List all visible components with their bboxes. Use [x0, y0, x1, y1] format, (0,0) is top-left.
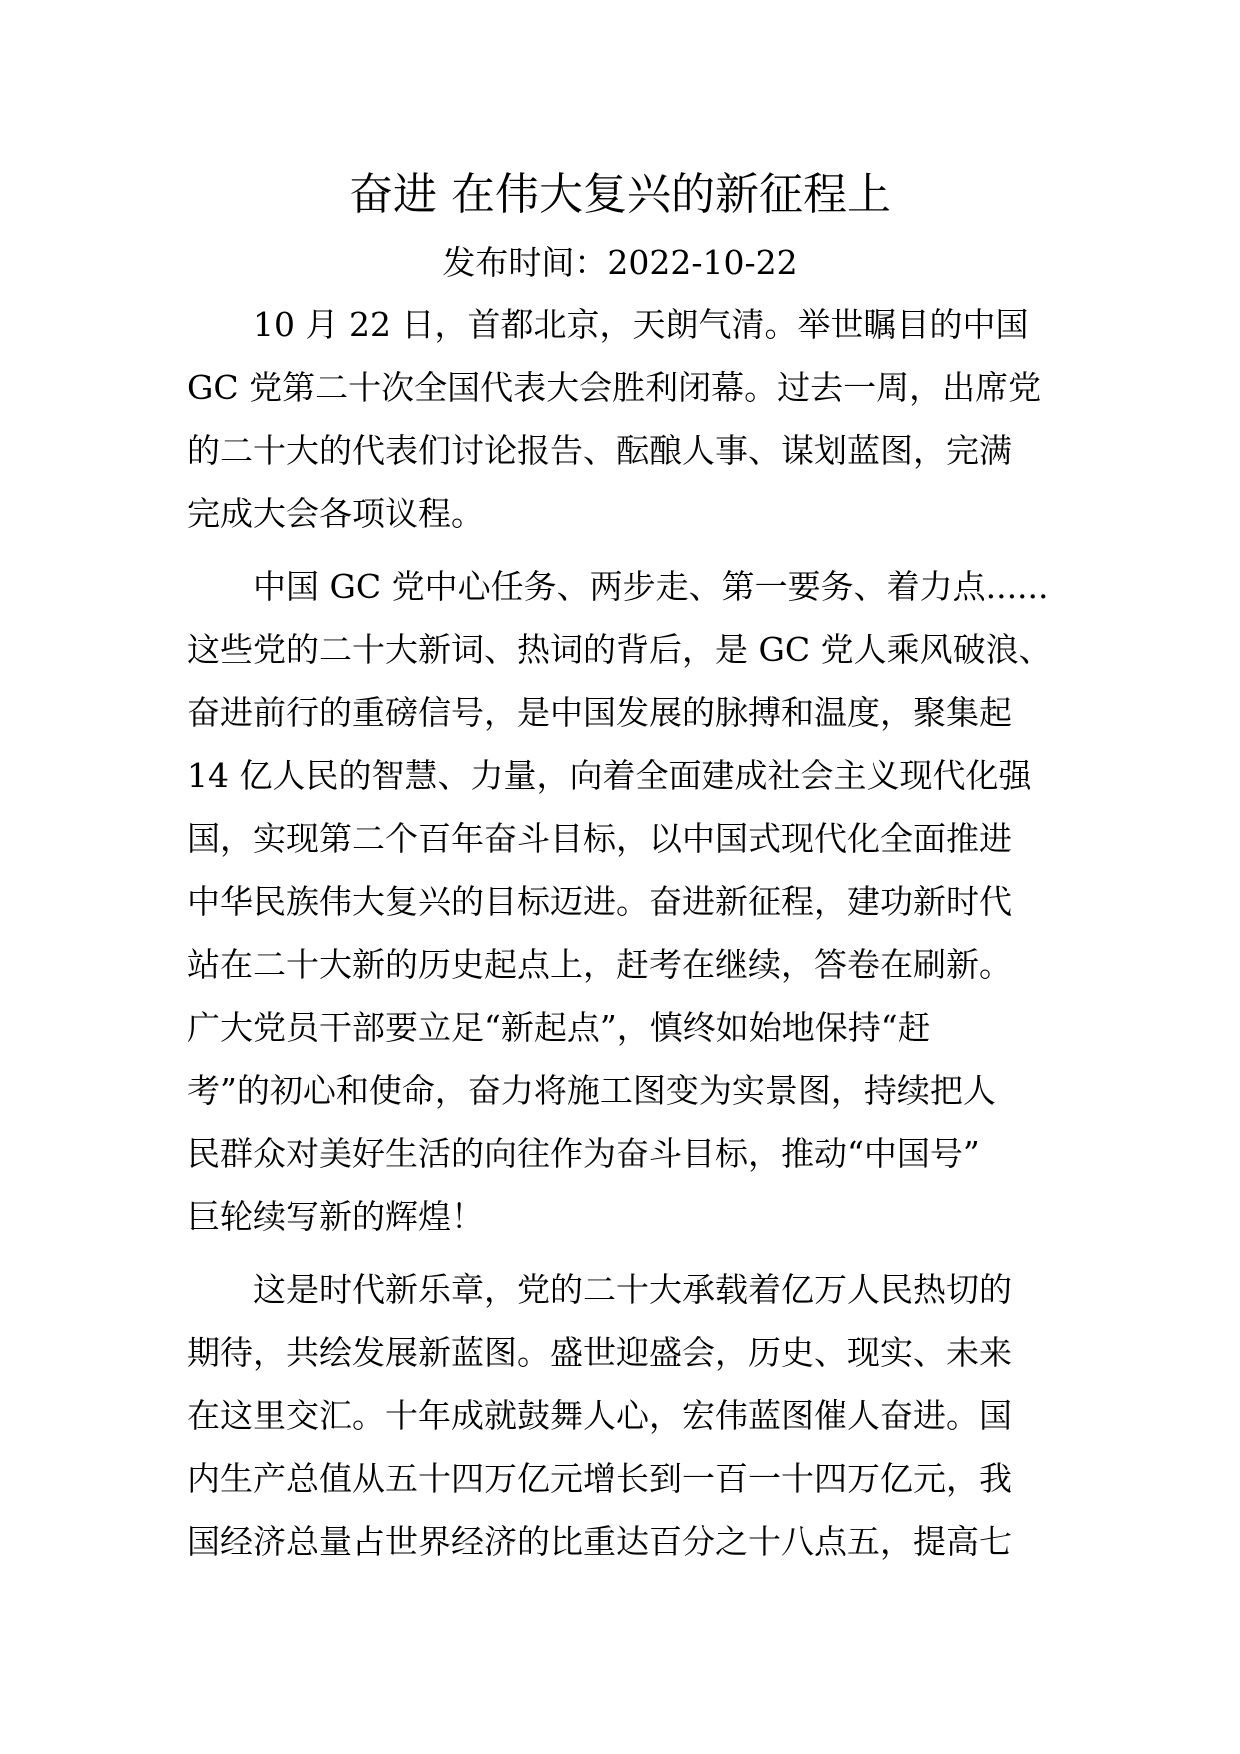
paragraph-line: 中国 GC 党中心任务、两步走、第一要务、着力点......: [253, 567, 1049, 606]
paragraph-line: 奋进前行的重磅信号，是中国发展的脉搏和温度，聚集起: [187, 693, 1012, 732]
paragraph-line: 民群众对美好生活的向往作为奋斗目标，推动“中国号”: [187, 1134, 980, 1173]
paragraph-line: 在这里交汇。十年成就鼓舞人心，宏伟蓝图催人奋进。国: [187, 1396, 1012, 1435]
paragraph-line: 站在二十大新的历史起点上，赶考在继续，答卷在刷新。: [187, 945, 1012, 984]
paragraph-line: 国经济总量占世界经济的比重达百分之十八点五，提高七: [187, 1522, 1012, 1561]
paragraph-line: 巨轮续写新的辉煌！: [187, 1197, 484, 1236]
paragraph-line: 期待，共绘发展新蓝图。盛世迎盛会，历史、现实、未来: [187, 1333, 1012, 1372]
paragraph-line: GC 党第二十次全国代表大会胜利闭幕。过去一周，出席党: [187, 368, 1042, 407]
paragraph-line: 10 月 22 日，首都北京，天朗气清。举世瞩目的中国: [253, 305, 1029, 344]
paragraph-line: 这是时代新乐章，党的二十大承载着亿万人民热切的: [253, 1270, 1012, 1309]
paragraph-line: 中华民族伟大复兴的目标迈进。奋进新征程，建功新时代: [187, 882, 1012, 921]
paragraph-line: 14 亿人民的智慧、力量，向着全面建成社会主义现代化强: [187, 756, 1032, 795]
paragraph-line: 的二十大的代表们讨论报告、酝酿人事、谋划蓝图，完满: [187, 431, 1012, 470]
paragraph-line: 内生产总值从五十四万亿元增长到一百一十四万亿元，我: [187, 1459, 1012, 1498]
paragraph-line: 考”的初心和使命，奋力将施工图变为实景图，持续把人: [187, 1071, 996, 1110]
paragraph-line: 国，实现第二个百年奋斗目标，以中国式现代化全面推进: [187, 819, 1012, 858]
publish-date: 发布时间：2022-10-22: [442, 243, 798, 282]
paragraph-line: 广大党员干部要立足“新起点”，慎终如始地保持“赶: [187, 1008, 931, 1047]
paragraph-line: 完成大会各项议程。: [187, 494, 484, 533]
document-title: 奋进 在伟大复兴的新征程上: [349, 169, 891, 220]
paragraph-line: 这些党的二十大新词、热词的背后，是 GC 党人乘风破浪、: [187, 630, 1052, 669]
